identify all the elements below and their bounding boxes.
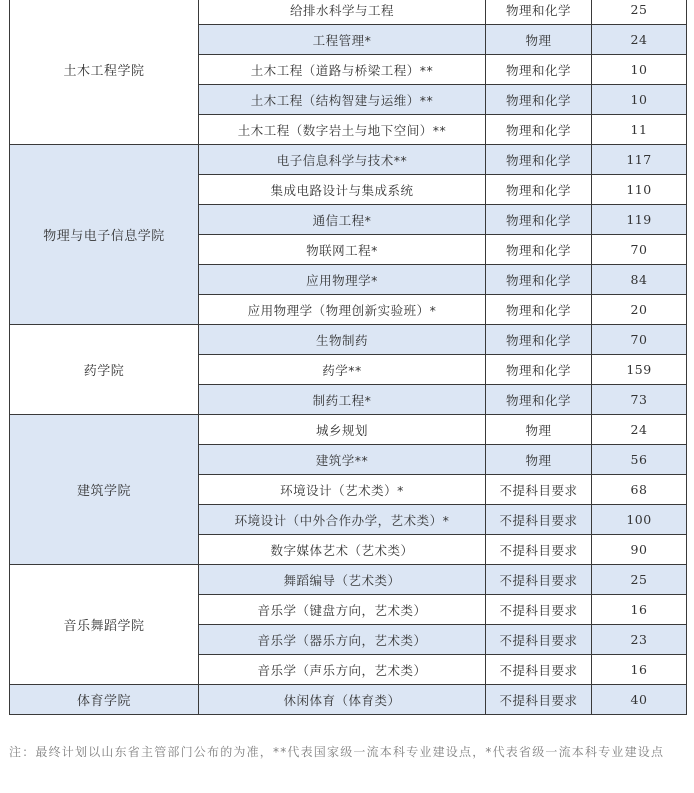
subject-requirement-cell: 物理和化学 xyxy=(486,385,592,415)
major-cell: 制药工程* xyxy=(199,385,486,415)
major-cell: 给排水科学与工程 xyxy=(199,0,486,25)
major-cell: 工程管理* xyxy=(199,25,486,55)
plan-count-cell: 24 xyxy=(592,415,687,445)
major-cell: 土木工程（数字岩土与地下空间）** xyxy=(199,115,486,145)
major-cell: 城乡规划 xyxy=(199,415,486,445)
plan-count-cell: 117 xyxy=(592,145,687,175)
table-row xyxy=(10,565,687,595)
plan-count-cell: 20 xyxy=(592,295,687,325)
plan-count-cell: 100 xyxy=(592,505,687,535)
major-cell: 物联网工程* xyxy=(199,235,486,265)
subject-requirement-cell: 不提科目要求 xyxy=(486,625,592,655)
subject-requirement-cell: 不提科目要求 xyxy=(486,655,592,685)
plan-count-cell: 84 xyxy=(592,265,687,295)
major-cell: 环境设计（中外合作办学，艺术类）* xyxy=(199,505,486,535)
enrollment-plan-table-wrapper xyxy=(9,0,686,715)
plan-count-cell: 25 xyxy=(592,0,687,25)
major-cell: 土木工程（道路与桥梁工程）** xyxy=(199,55,486,85)
table-row xyxy=(10,145,687,175)
subject-requirement-cell: 物理 xyxy=(486,445,592,475)
major-cell: 集成电路设计与集成系统 xyxy=(199,175,486,205)
major-cell: 药学** xyxy=(199,355,486,385)
school-cell: 音乐舞蹈学院 xyxy=(10,565,199,685)
major-cell: 生物制药 xyxy=(199,325,486,355)
subject-requirement-cell: 物理和化学 xyxy=(486,205,592,235)
subject-requirement-cell: 不提科目要求 xyxy=(486,505,592,535)
plan-count-cell: 16 xyxy=(592,595,687,625)
footnote: 注：最终计划以山东省主管部门公布的为准，**代表国家级一流本科专业建设点，*代表省级一流本科专业建设点 xyxy=(9,745,665,759)
plan-count-cell: 40 xyxy=(592,685,687,715)
plan-count-cell: 24 xyxy=(592,25,687,55)
major-cell: 应用物理学（物理创新实验班）* xyxy=(199,295,486,325)
subject-requirement-cell: 物理和化学 xyxy=(486,265,592,295)
plan-count-cell: 23 xyxy=(592,625,687,655)
school-cell: 体育学院 xyxy=(10,685,199,715)
plan-count-cell: 70 xyxy=(592,325,687,355)
table-row xyxy=(10,0,687,25)
school-cell: 物理与电子信息学院 xyxy=(10,145,199,325)
subject-requirement-cell: 不提科目要求 xyxy=(486,535,592,565)
subject-requirement-cell: 物理和化学 xyxy=(486,235,592,265)
subject-requirement-cell: 物理和化学 xyxy=(486,325,592,355)
subject-requirement-cell: 物理和化学 xyxy=(486,175,592,205)
subject-requirement-cell: 物理 xyxy=(486,25,592,55)
major-cell: 建筑学** xyxy=(199,445,486,475)
subject-requirement-cell: 物理和化学 xyxy=(486,115,592,145)
subject-requirement-cell: 物理 xyxy=(486,415,592,445)
subject-requirement-cell: 不提科目要求 xyxy=(486,475,592,505)
major-cell: 电子信息科学与技术** xyxy=(199,145,486,175)
subject-requirement-cell: 不提科目要求 xyxy=(486,685,592,715)
plan-count-cell: 159 xyxy=(592,355,687,385)
plan-count-cell: 16 xyxy=(592,655,687,685)
major-cell: 环境设计（艺术类）* xyxy=(199,475,486,505)
major-cell: 音乐学（声乐方向，艺术类） xyxy=(199,655,486,685)
plan-count-cell: 73 xyxy=(592,385,687,415)
school-cell: 药学院 xyxy=(10,325,199,415)
table-row xyxy=(10,325,687,355)
plan-count-cell: 119 xyxy=(592,205,687,235)
subject-requirement-cell: 物理和化学 xyxy=(486,85,592,115)
major-cell: 舞蹈编导（艺术类） xyxy=(199,565,486,595)
school-cell: 土木工程学院 xyxy=(10,0,199,145)
subject-requirement-cell: 不提科目要求 xyxy=(486,595,592,625)
plan-count-cell: 10 xyxy=(592,55,687,85)
table-row xyxy=(10,685,687,715)
subject-requirement-cell: 物理和化学 xyxy=(486,0,592,25)
plan-count-cell: 11 xyxy=(592,115,687,145)
plan-count-cell: 25 xyxy=(592,565,687,595)
plan-count-cell: 10 xyxy=(592,85,687,115)
subject-requirement-cell: 物理和化学 xyxy=(486,355,592,385)
school-cell: 建筑学院 xyxy=(10,415,199,565)
major-cell: 音乐学（器乐方向，艺术类） xyxy=(199,625,486,655)
plan-count-cell: 90 xyxy=(592,535,687,565)
major-cell: 数字媒体艺术（艺术类） xyxy=(199,535,486,565)
table-row xyxy=(10,415,687,445)
major-cell: 应用物理学* xyxy=(199,265,486,295)
subject-requirement-cell: 不提科目要求 xyxy=(486,565,592,595)
major-cell: 土木工程（结构智建与运维）** xyxy=(199,85,486,115)
major-cell: 通信工程* xyxy=(199,205,486,235)
plan-count-cell: 110 xyxy=(592,175,687,205)
enrollment-plan-table xyxy=(9,0,687,715)
enrollment-plan-table-body xyxy=(10,0,687,715)
major-cell: 音乐学（键盘方向，艺术类） xyxy=(199,595,486,625)
subject-requirement-cell: 物理和化学 xyxy=(486,295,592,325)
subject-requirement-cell: 物理和化学 xyxy=(486,145,592,175)
subject-requirement-cell: 物理和化学 xyxy=(486,55,592,85)
plan-count-cell: 56 xyxy=(592,445,687,475)
plan-count-cell: 70 xyxy=(592,235,687,265)
major-cell: 休闲体育（体育类） xyxy=(199,685,486,715)
plan-count-cell: 68 xyxy=(592,475,687,505)
